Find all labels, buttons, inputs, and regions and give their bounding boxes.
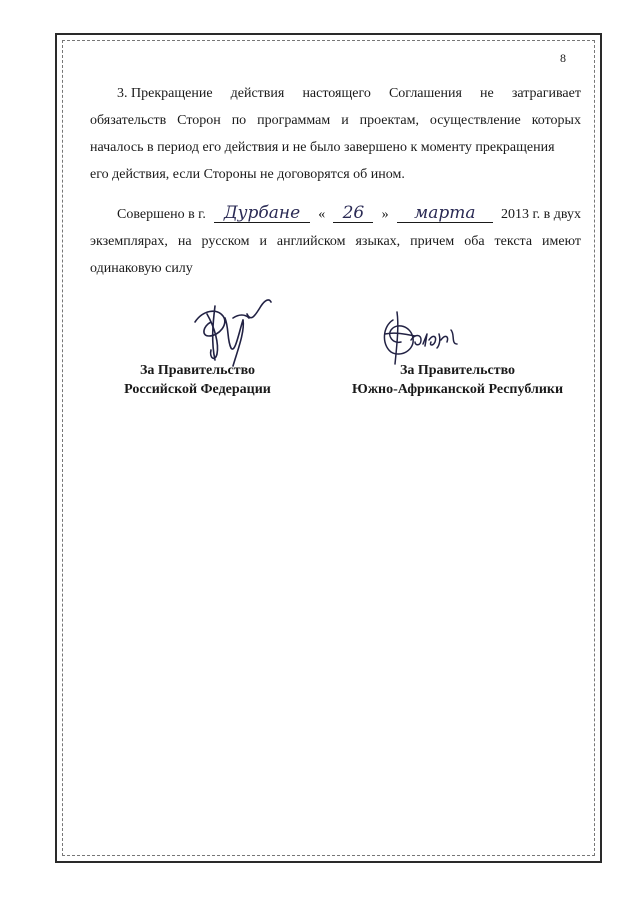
clause-3-line-1: 3. Прекращение действия настоящего Соглашения не затрагивает <box>117 86 581 101</box>
done-at-line-2: экземплярах, на русском и английском языках, причем оба текста имеют <box>90 234 581 249</box>
signatory-south-africa-line-2: Южно-Африканской Республики <box>351 382 564 397</box>
signatory-south-africa <box>330 361 585 399</box>
done-at-line-1: Совершено в г. Дурбане « 26 » марта 2013 г. в двух <box>90 200 581 228</box>
signatory-russia-line-1: За Правительство <box>139 363 256 378</box>
clause-3-line-2: обязательств Сторон по программам и проектам, осуществление которых <box>90 113 581 128</box>
signatory-russia <box>100 361 295 399</box>
clause-3-line-3: началось в период его действия и не было завершено к моменту прекращения <box>90 140 555 155</box>
clause-3-line-4: его действия, если Стороны не договорятся об ином. <box>90 167 405 182</box>
page-number: 8 <box>560 51 566 65</box>
done-at-line-3: одинаковую силу <box>90 261 193 276</box>
clause-3-paragraph <box>90 80 581 188</box>
handwritten-day: 26 <box>333 200 373 227</box>
signatory-south-africa-line-1: За Правительство <box>399 363 516 378</box>
signature-russia <box>185 292 275 372</box>
done-at-paragraph <box>90 200 581 282</box>
signatory-russia-line-2: Российской Федерации <box>124 382 271 397</box>
handwritten-month: марта <box>397 200 493 227</box>
signature-south-africa <box>375 300 465 370</box>
handwritten-city: Дурбане <box>214 200 310 227</box>
